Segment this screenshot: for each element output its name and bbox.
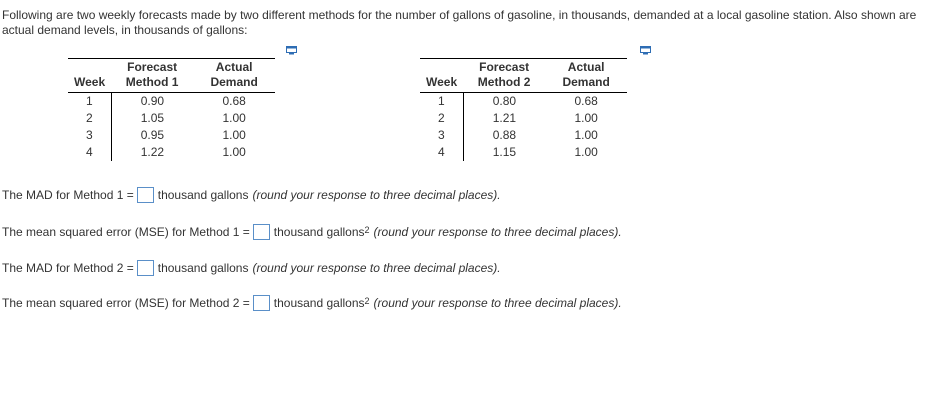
question-mad-method-2: The MAD for Method 2 = thousand gallons (round your response to three decimal places). (2, 261, 501, 275)
table-row: 2 1.21 1.00 (420, 110, 627, 127)
header-week: Week (68, 59, 111, 93)
rounding-hint: (round your response to three decimal places). (252, 261, 501, 275)
question-mad-method-1: The MAD for Method 1 = thousand gallons (round your response to three decimal places). (2, 188, 501, 202)
table-row: 1 0.80 0.68 (420, 93, 627, 111)
header-actual: Actual Demand (545, 59, 627, 93)
copy-table2-icon[interactable] (640, 44, 651, 53)
answer-input-mad-1[interactable] (137, 187, 154, 203)
table-row: 3 0.88 1.00 (420, 127, 627, 144)
answer-input-mad-2[interactable] (137, 260, 154, 276)
header-week: Week (420, 59, 463, 93)
table-row: 4 1.22 1.00 (68, 144, 275, 161)
rounding-hint: (round your response to three decimal places). (252, 188, 501, 202)
answer-input-mse-2[interactable] (253, 295, 270, 311)
header-forecast: Forecast Method 2 (463, 59, 545, 93)
squared-superscript: 2 (364, 225, 370, 235)
problem-intro: Following are two weekly forecasts made by two different methods for the number of gallons of gasoline, in thousands, demanded at a local gasoline station. Also shown are actual demand levels, in thousands of gallons: (2, 8, 917, 37)
forecast-table-method-2 (420, 58, 627, 161)
question-mse-method-1: The mean squared error (MSE) for Method 1 = thousand gallons $^2$ (round your response to three decimal places). (2, 223, 622, 241)
table-row: 4 1.15 1.00 (420, 144, 627, 161)
rounding-hint: (round your response to three decimal places). (373, 296, 622, 310)
copy-table1-icon[interactable] (286, 44, 297, 53)
question-mse-method-2: The mean squared error (MSE) for Method 2 = thousand gallons $^2$ (round your response to three decimal places). (2, 294, 622, 312)
squared-superscript: 2 (364, 296, 370, 306)
table-row: 3 0.95 1.00 (68, 127, 275, 144)
table-row: 2 1.05 1.00 (68, 110, 275, 127)
rounding-hint: (round your response to three decimal places). (373, 225, 622, 239)
header-forecast: Forecast Method 1 (111, 59, 193, 93)
answer-input-mse-1[interactable] (253, 224, 270, 240)
table-row: 1 0.90 0.68 (68, 93, 275, 111)
forecast-table-method-1 (68, 58, 275, 161)
header-actual: Actual Demand (193, 59, 275, 93)
